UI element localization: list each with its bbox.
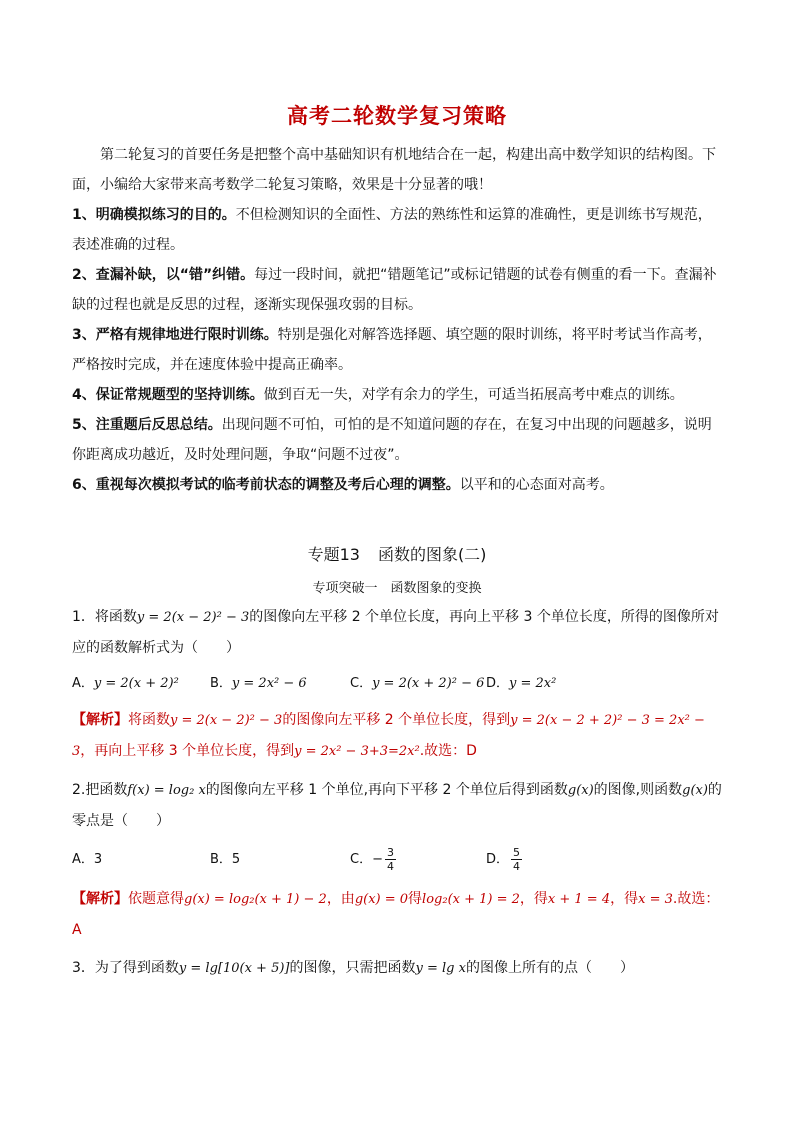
fraction: [385, 846, 396, 873]
option-d: [486, 842, 524, 878]
question-2-options: [72, 842, 722, 878]
strategy-item: [72, 320, 722, 380]
strategy-head: 2、查漏补缺，以“错”纠错。: [72, 267, 255, 283]
analysis-text: 依题意得: [128, 891, 184, 907]
strategy-body: 不但检测知识的全面性、方法的熟练性和运算的准确性，更是训练书写规范，表述准确的过程。: [72, 207, 712, 253]
math-expression: g(x): [567, 783, 594, 798]
option-b: [210, 669, 350, 699]
option-label: A．: [72, 676, 94, 691]
option-label: A．: [72, 852, 94, 867]
math-expression: y = lg x: [415, 961, 466, 976]
strategy-head: 4、保证常规题型的坚持训练。: [72, 387, 264, 403]
math-expression: g(x): [682, 783, 708, 798]
analysis-text: 的图像向左平移 2 个单位长度，得到: [282, 712, 511, 728]
strategy-body: 出现问题不可怕，可怕的是不知道问题的存在，在复习中出现的问题越多，说明你距离成功越近，及时处理问题，争取“问题不过夜”。: [72, 417, 712, 463]
option-c: [350, 669, 486, 699]
fraction-numerator: 5: [513, 846, 521, 859]
strategy-body: 每过一段时间，就把“错题笔记”或标记错题的试卷有侧重的看一下。查漏补缺的过程也就是反思的过程，逐渐实现保强攻弱的目标。: [72, 267, 717, 313]
question-text: 1．将函数: [72, 609, 137, 625]
option-a: [72, 669, 210, 699]
section-subtitle: 专项突破一 函数图象的变换: [312, 581, 482, 596]
question-1: [72, 602, 722, 663]
strategy-body: 以平和的心态面对高考。: [459, 477, 614, 493]
analysis-text: ，得: [610, 891, 639, 907]
analysis-text: ，由: [326, 891, 355, 907]
math-expression: g(x) = log₂(x + 1) − 2: [184, 892, 327, 907]
option-sign: −: [372, 852, 383, 867]
question-text: 的图像向左平移 2 个单位长度，再向上平移 3 个单位长度，所得的图像所对应的函数解析式为（ ）: [72, 609, 719, 656]
math-expression: g(x) = 0: [354, 892, 409, 907]
section-number: 专题13: [307, 545, 360, 564]
question-text: 的图像,则函数: [593, 782, 683, 798]
question-text: 3．为了得到函数: [72, 960, 179, 976]
strategy-item: [72, 200, 722, 260]
analysis-text: 得: [408, 891, 423, 907]
analysis-text: .故选：D: [419, 743, 477, 759]
option-label: C．: [350, 676, 373, 691]
math-expression: x = 3: [638, 892, 673, 907]
question-3: [72, 953, 722, 984]
intro-paragraph: 第二轮复习的首要任务是把整个高中基础知识有机地结合在一起，构建出高中数学知识的结构图。下面，小编给大家带来高考数学二轮复习策略，效果是十分显著的哦！: [72, 147, 716, 193]
question-text: 2.把函数: [72, 782, 128, 798]
math-expression: y = 2(x + 2)² − 6: [372, 676, 485, 691]
math-expression: y = 2x²: [509, 676, 557, 691]
analysis-text: ，得: [519, 891, 548, 907]
option-label: B．: [210, 852, 232, 867]
document-title: 高考二轮数学复习策略: [287, 104, 507, 128]
option-value: 5: [231, 852, 241, 867]
question-text: 的图像上所有的点（ ）: [465, 960, 634, 976]
strategy-body: 特别是强化对解答选择题、填空题的限时训练，将平时考试当作高考，严格按时完成，并在速度体验中提高正确率。: [72, 327, 712, 373]
math-expression: y = 2x² − 3+3=2x²: [294, 744, 420, 759]
fraction: [511, 846, 522, 873]
math-expression: y = 2(x + 2)²: [93, 676, 179, 691]
option-value: 3: [93, 852, 103, 867]
strategy-head: 3、严格有规律地进行限时训练。: [72, 327, 278, 343]
question-2-analysis: [72, 884, 722, 945]
fraction-numerator: 3: [386, 846, 394, 859]
analysis-tag: 【解析】: [72, 712, 128, 728]
strategy-item: [72, 470, 722, 500]
math-expression: x + 1 = 4: [547, 892, 611, 907]
strategy-list: [72, 200, 722, 500]
strategy-item: [72, 380, 722, 410]
fraction-denominator: 4: [386, 860, 394, 873]
strategy-head: 1、明确模拟练习的目的。: [72, 207, 236, 223]
strategy-head: 6、重视每次模拟考试的临考前状态的调整及考后心理的调整。: [72, 477, 460, 493]
question-text: 的图像向左平移 1 个单位,再向下平移 2 个单位后得到函数: [205, 782, 568, 798]
math-expression: y = 2x² − 6: [231, 676, 307, 691]
math-expression: y = 2(x − 2)² − 3: [136, 610, 250, 625]
option-label: D．: [486, 676, 510, 691]
question-1-options: [72, 669, 722, 699]
option-c: [350, 842, 486, 878]
strategy-body: 做到百无一失，对学有余力的学生，可适当拓展高考中难点的训练。: [263, 387, 684, 403]
math-expression: y = 2(x − 2 + 2)² − 3 = 2x² − 3: [72, 713, 705, 759]
option-label: D．: [486, 852, 510, 867]
question-1-analysis: [72, 705, 722, 767]
section-title: [72, 540, 722, 570]
question-text: 的零点是（ ）: [72, 782, 722, 829]
strategy-head: 5、注重题后反思总结。: [72, 417, 222, 433]
option-a: [72, 842, 210, 878]
section-name: 函数的图象(二): [377, 545, 487, 564]
analysis-text: 将函数: [128, 712, 170, 728]
question-2: [72, 775, 722, 836]
math-expression: y = 2(x − 2)² − 3: [170, 713, 283, 728]
option-b: [210, 842, 350, 878]
option-label: C．: [350, 852, 373, 867]
math-expression: f(x) = log₂ x: [127, 783, 206, 798]
option-label: B．: [210, 676, 232, 691]
analysis-text: .故选：A: [72, 891, 720, 938]
option-d: [486, 669, 556, 699]
fraction-denominator: 4: [513, 860, 521, 873]
document-page: [72, 100, 722, 984]
question-text: 的图像，只需把函数: [289, 960, 416, 976]
strategy-item: [72, 260, 722, 320]
math-expression: y = lg[10(x + 5)]: [178, 961, 290, 976]
strategy-item: [72, 410, 722, 470]
math-expression: log₂(x + 1) = 2: [422, 892, 520, 907]
analysis-tag: 【解析】: [72, 891, 128, 907]
analysis-text: ，再向上平移 3 个单位长度，得到: [80, 743, 295, 759]
